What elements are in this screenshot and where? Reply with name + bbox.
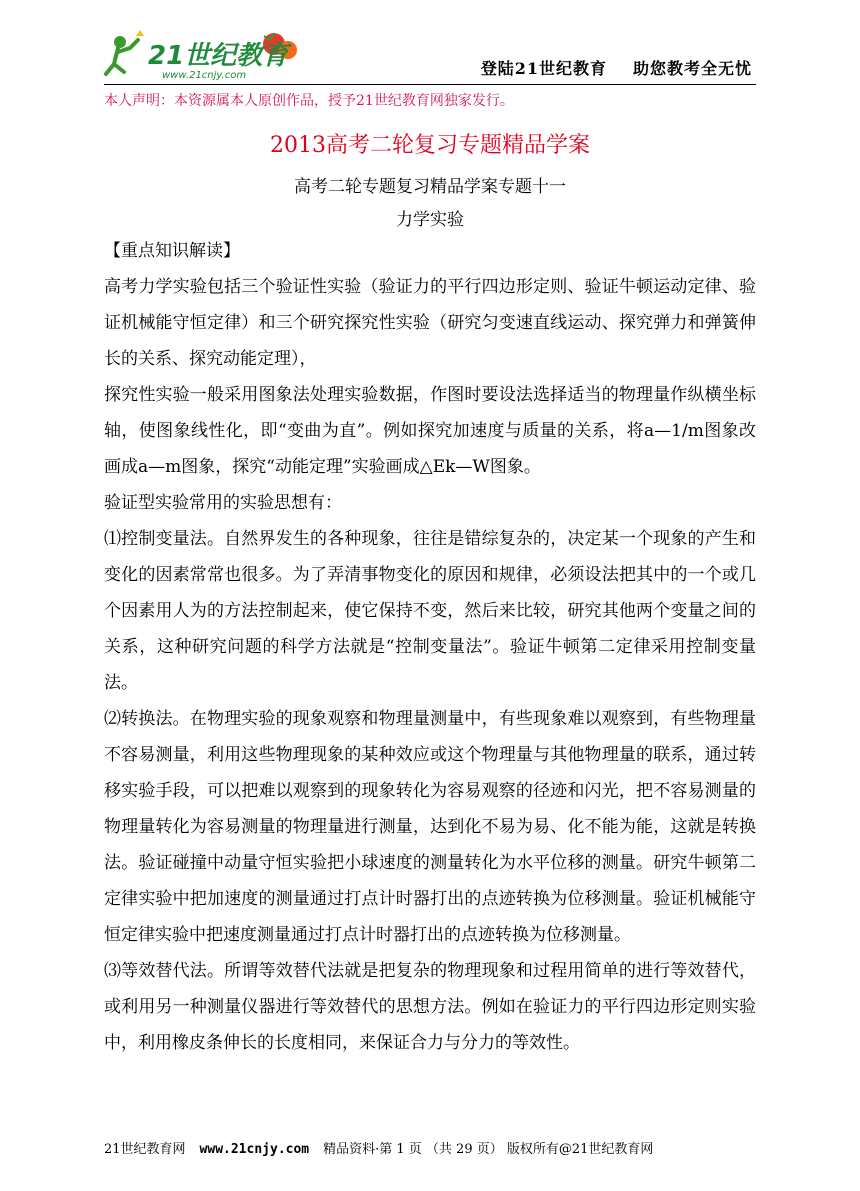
logo <box>104 28 304 82</box>
document-body <box>104 233 756 1061</box>
paragraph: ⑶等效替代法。所谓等效替代法就是把复杂的物理现象和过程用简单的进行等效替代，或利用另一种测量仪器进行等效替代的思想方法。例如在验证力的平行四边形定则实验中，利用橡皮条伸长的长度相同，来保证合力与分力的等效性。 <box>104 961 756 1053</box>
paragraph: 验证型实验常用的实验思想有： <box>104 493 342 513</box>
document-subtitle: 高考二轮专题复习精品学案专题十一 <box>294 177 566 197</box>
page-footer <box>104 1138 756 1157</box>
header-slogan <box>455 56 752 79</box>
section-heading: 【重点知识解读】 <box>104 241 240 261</box>
footer-page-info: 精品资料·第 1 页 （共 29 页） 版权所有@21世纪教育网 <box>323 1142 654 1157</box>
page-header <box>104 28 756 85</box>
paragraph: 探究性实验一般采用图象法处理实验数据，作图时要设法选择适当的物理量作纵横坐标轴，使图象线性化，即“变曲为直”。例如探究加速度与质量的关系，将a—1/m图象改画成a—m图象，探究“动能定理”实验画成△Ek—W图象。 <box>104 385 756 477</box>
slogan-left: 登陆21世纪教育 <box>480 59 607 78</box>
slogan-right: 助您教考全无忧 <box>632 59 752 78</box>
topic-title: 力学实验 <box>396 210 464 230</box>
paragraph: 高考力学实验包括三个验证性实验（验证力的平行四边形定则、验证牛顿运动定律、验证机械能守恒定律）和三个研究探究性实验（研究匀变速直线运动、探究弹力和弹簧伸长的关系、探究动能定理）， <box>104 277 756 369</box>
logo-url: www.21cnjy.com <box>162 70 247 81</box>
document-title: 2013高考二轮复习专题精品学案 <box>270 133 590 158</box>
paragraph: ⑴控制变量法。自然界发生的各种现象，往往是错综复杂的，决定某一个现象的产生和变化的因素常常也很多。为了弄清事物变化的原因和规律，必须设法把其中的一个或几个因素用人为的方法控制起来，使它保持不变，然后来比较，研究其他两个变量之间的关系，这种研究问题的科学方法就是“控制变量法”。验证牛顿第二定律采用控制变量法。 <box>104 529 756 693</box>
paragraph: ⑵转换法。在物理实验的现象观察和物理量测量中，有些现象难以观察到，有些物理量不容易测量，利用这些物理现象的某种效应或这个物理量与其他物理量的联系，通过转移实验手段，可以把难以观察到的现象转化为容易观察的径迹和闪光，把不容易测量的物理量转化为容易测量的物理量进行测量，达到化不易为易、化不能为能，这就是转换法。验证碰撞中动量守恒实验把小球速度的测量转化为水平位移的测量。研究牛顿第二定律实验中把加速度的测量通过打点计时器打出的点迹转换为位移测量。验证机械能守恒定律实验中把速度测量通过打点计时器打出的点迹转换为位移测量。 <box>104 709 756 945</box>
copyright-statement: 本人声明：本资源属本人原创作品，授予21世纪教育网独家发行。 <box>104 93 514 109</box>
footer-site: 21世纪教育网 <box>104 1142 186 1157</box>
logo-text: 21世纪教育 <box>148 41 289 71</box>
footer-url: www.21cnjy.com <box>199 1142 310 1157</box>
